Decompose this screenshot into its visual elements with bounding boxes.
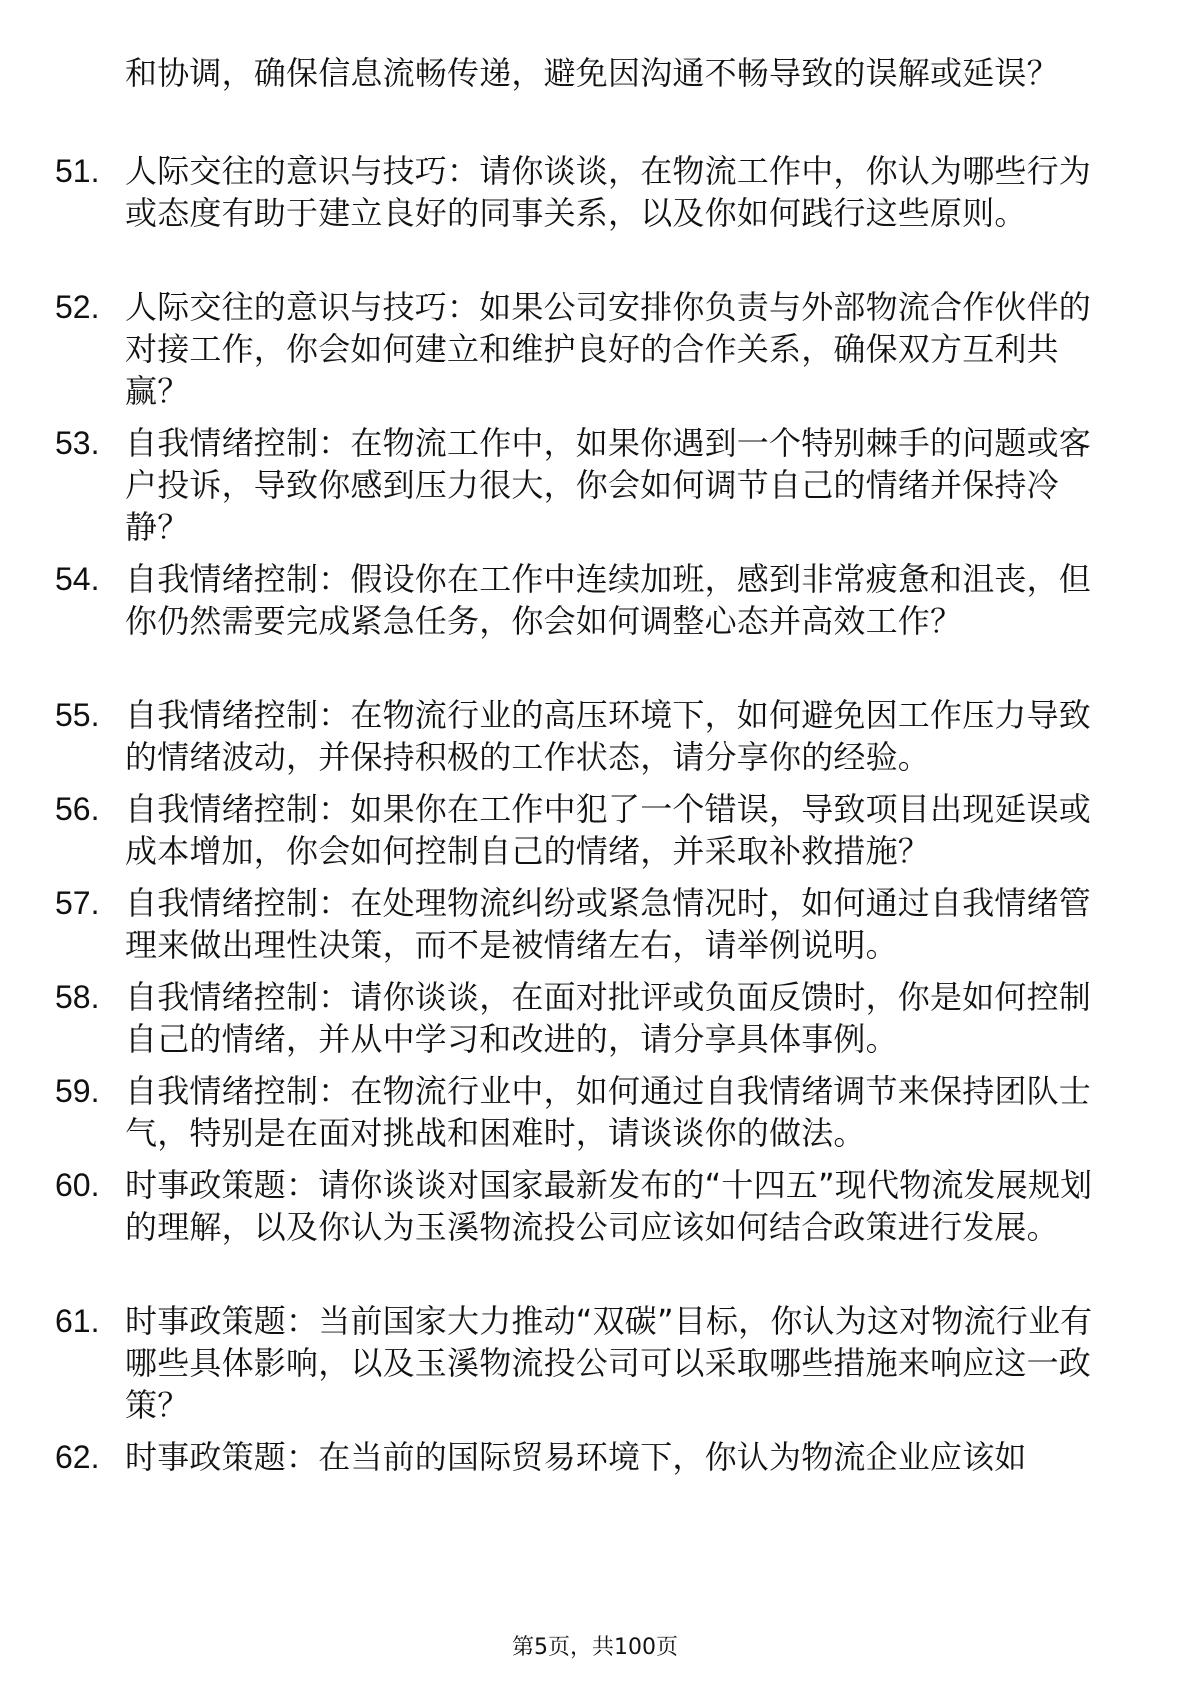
question-number: 54. — [55, 561, 100, 597]
question-text: 自我情绪控制：在物流行业中，如何通过自我情绪调节来保持团队士气，特别是在面对挑战和困难时，请谈谈你的做法。 — [125, 1072, 1092, 1152]
question-text: 自我情绪控制：在物流工作中，如果你遇到一个特别棘手的问题或客户投诉，导致你感到压力很大，你会如何调节自己的情绪并保持冷静？ — [125, 424, 1092, 546]
question-number: 58. — [55, 979, 100, 1015]
question-number: 59. — [55, 1073, 100, 1109]
question-number: 51. — [55, 153, 100, 189]
question-number: 57. — [55, 885, 100, 921]
question-text: 自我情绪控制：假设你在工作中连续加班，感到非常疲惫和沮丧，但你仍然需要完成紧急任务，你会如何调整心态并高效工作？ — [125, 560, 1092, 640]
question-number: 55. — [55, 697, 100, 733]
question-text: 人际交往的意识与技巧：请你谈谈，在物流工作中，你认为哪些行为或态度有助于建立良好的同事关系，以及你如何践行这些原则。 — [125, 152, 1092, 232]
question-text: 自我情绪控制：在处理物流纠纷或紧急情况时，如何通过自我情绪管理来做出理性决策，而不是被情绪左右，请举例说明。 — [125, 884, 1092, 964]
question-text: 时事政策题：在当前的国际贸易环境下，你认为物流企业应该如 — [125, 1438, 1027, 1476]
question-number: 52. — [55, 289, 100, 325]
question-number: 60. — [55, 1167, 100, 1203]
question-text: 时事政策题：请你谈谈对国家最新发布的“十四五”现代物流发展规划的理解，以及你认为玉溪物流投公司应该如何结合政策进行发展。 — [125, 1166, 1093, 1246]
question-text: 自我情绪控制：在物流行业的高压环境下，如何避免因工作压力导致的情绪波动，并保持积极的工作状态，请分享你的经验。 — [125, 696, 1092, 776]
question-number: 53. — [55, 425, 100, 461]
question-number: 61. — [55, 1303, 100, 1339]
question-text: 自我情绪控制：请你谈谈，在面对批评或负面反馈时，你是如何控制自己的情绪，并从中学习和改进的，请分享具体事例。 — [125, 978, 1092, 1058]
question-text: 人际交往的意识与技巧：如果公司安排你负责与外部物流合作伙伴的对接工作，你会如何建立和维护良好的合作关系，确保双方互利共赢？ — [125, 288, 1092, 410]
question-number: 56. — [55, 791, 100, 827]
question-text: 时事政策题：当前国家大力推动“双碳”目标，你认为这对物流行业有哪些具体影响，以及玉溪物流投公司可以采取哪些措施来响应这一政策？ — [125, 1302, 1093, 1424]
continued-question-text: 和协调，确保信息流畅传递，避免因沟通不畅导致的误解或延误？ — [125, 54, 1059, 92]
question-text: 自我情绪控制：如果你在工作中犯了一个错误，导致项目出现延误或成本增加，你会如何控制自己的情绪，并采取补救措施？ — [125, 790, 1092, 870]
page-footer: 第5页，共100页 — [512, 1635, 678, 1660]
question-number: 62. — [55, 1439, 100, 1475]
